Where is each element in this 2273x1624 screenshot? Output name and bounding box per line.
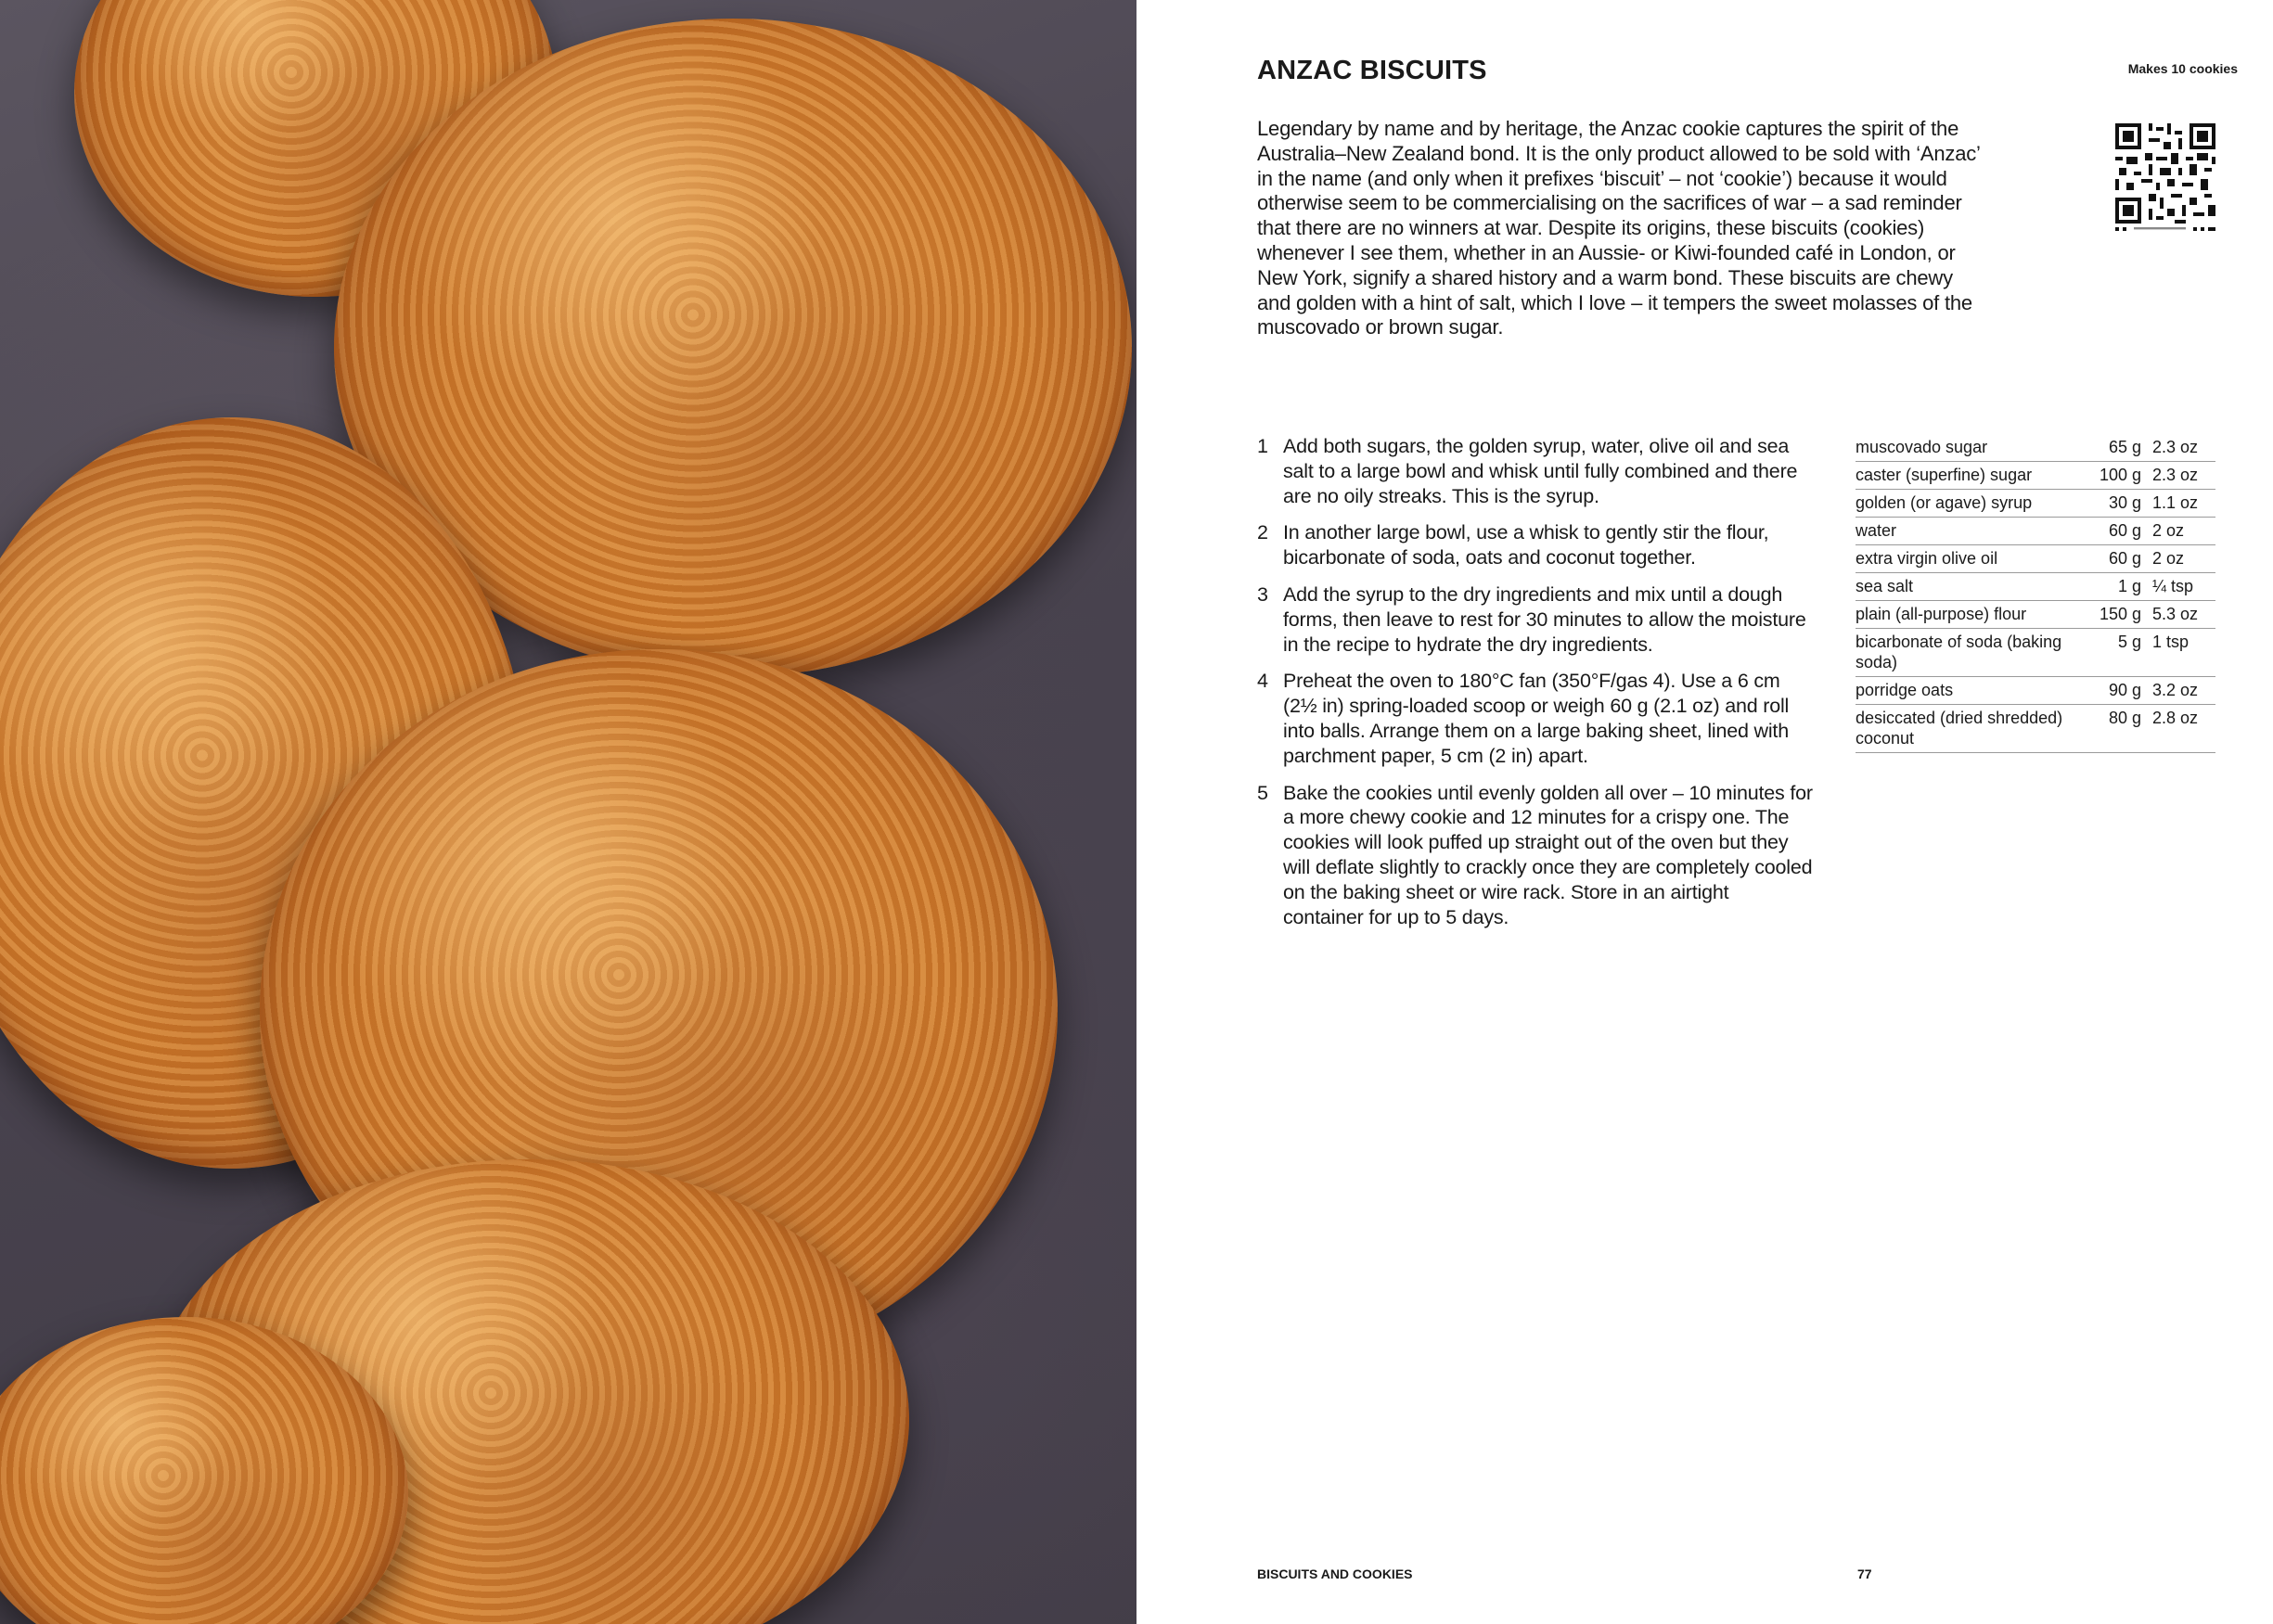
step-number: 4 xyxy=(1257,670,1268,693)
ingredient-name: muscovado sugar xyxy=(1856,434,2091,462)
ingredient-metric: 150 g xyxy=(2091,601,2152,629)
step-number: 1 xyxy=(1257,435,1268,457)
table-row xyxy=(1856,705,2215,753)
table-row xyxy=(1856,601,2215,629)
table-row xyxy=(1856,573,2215,601)
recipe-page xyxy=(1136,0,2273,1624)
step-text: Bake the cookies until evenly golden all over – 10 minutes for a more chewy cookie and 12 minutes for a crispy one. The cookies will look puffed up straight out of the oven but they will deflate slightly to crackly once they are completely cooled on the baking sheet or wire rack. Store in an airtight container for up to 5 days. xyxy=(1283,781,1813,928)
method-step xyxy=(1257,582,1814,657)
step-text: Add both sugars, the golden syrup, water, olive oil and sea salt to a large bowl and whisk until fully combined and there are no oily streaks. This is the syrup. xyxy=(1283,435,1798,507)
footer-section-title: BISCUITS AND COOKIES xyxy=(1257,1566,1413,1581)
step-text: Preheat the oven to 180°C fan (350°F/gas 4). Use a 6 cm (2½ in) spring-loaded scoop or weigh 60 g (2.1 oz) and roll into balls. Arrange them on a large baking sheet, lined with parchment paper, 5 cm (2 in) apart. xyxy=(1283,670,1790,767)
page-number: 77 xyxy=(1857,1566,1872,1581)
ingredient-name: porridge oats xyxy=(1856,677,2091,705)
cookie-photo xyxy=(0,0,1136,1624)
ingredient-name: golden (or agave) syrup xyxy=(1856,490,2091,518)
table-row xyxy=(1856,434,2215,462)
ingredient-name: plain (all-purpose) flour xyxy=(1856,601,2091,629)
step-text: In another large bowl, use a whisk to gently stir the flour, bicarbonate of soda, oats and coconut together. xyxy=(1283,521,1769,569)
ingredient-metric: 90 g xyxy=(2091,677,2152,705)
ingredient-metric: 5 g xyxy=(2091,629,2152,677)
ingredient-imperial: 3.2 oz xyxy=(2152,677,2215,705)
ingredient-imperial: 2.3 oz xyxy=(2152,434,2215,462)
method-step xyxy=(1257,781,1814,930)
step-number: 5 xyxy=(1257,781,1268,804)
step-number: 3 xyxy=(1257,582,1268,606)
ingredient-imperial: 5.3 oz xyxy=(2152,601,2215,629)
ingredients-table xyxy=(1856,434,2215,753)
ingredient-name: desiccated (dried shredded) coconut xyxy=(1856,705,2091,753)
ingredient-imperial: 1.1 oz xyxy=(2152,490,2215,518)
table-row xyxy=(1856,462,2215,490)
ingredient-imperial: 2 oz xyxy=(2152,518,2215,545)
ingredient-name: water xyxy=(1856,518,2091,545)
ingredient-name: bicarbonate of soda (baking soda) xyxy=(1856,629,2091,677)
recipe-yield: Makes 10 cookies xyxy=(2127,61,2238,76)
ingredient-imperial: 2.3 oz xyxy=(2152,462,2215,490)
table-row xyxy=(1856,490,2215,518)
method-step xyxy=(1257,434,1814,508)
ingredient-name: sea salt xyxy=(1856,573,2091,601)
ingredient-metric: 60 g xyxy=(2091,545,2152,573)
method-steps xyxy=(1257,434,1814,941)
step-text: Add the syrup to the dry ingredients and mix until a dough forms, then leave to rest for 30 minutes to allow the moisture in the recipe to hydrate the dry ingredients. xyxy=(1283,582,1806,656)
table-row xyxy=(1856,677,2215,705)
table-row xyxy=(1856,518,2215,545)
qr-code-icon[interactable] xyxy=(2115,122,2215,232)
recipe-intro: Legendary by name and by heritage, the Anzac cookie captures the spirit of the Australia–New Zealand bond. It is the only product allowed to be sold with ‘Anzac’ in the name (and only when it prefixes ‘biscuit’ – not ‘cookie’) because it would otherwise seem to be commercialising on the sacrifices of war – a sad reminder that there are no winners at war. Despite its origins, these biscuits (cookies) whenever I see them, whether in an Aussie- or Kiwi-founded café in London, or New York, signify a shared history and a warm bond. These biscuits are chewy and golden with a hint of salt, which I love – it tempers the sweet molasses of the muscovado or brown sugar. xyxy=(1257,117,1980,339)
ingredient-imperial: 2.8 oz xyxy=(2152,705,2215,753)
ingredient-name: caster (superfine) sugar xyxy=(1856,462,2091,490)
ingredient-metric: 65 g xyxy=(2091,434,2152,462)
table-row xyxy=(1856,629,2215,677)
ingredient-metric: 80 g xyxy=(2091,705,2152,753)
recipe-title: ANZAC BISCUITS xyxy=(1257,56,1487,85)
ingredient-metric: 30 g xyxy=(2091,490,2152,518)
ingredient-imperial: ¼ tsp xyxy=(2152,573,2215,601)
ingredient-name: extra virgin olive oil xyxy=(1856,545,2091,573)
ingredient-metric: 100 g xyxy=(2091,462,2152,490)
table-row xyxy=(1856,545,2215,573)
method-step xyxy=(1257,520,1814,570)
method-step xyxy=(1257,669,1814,768)
ingredient-metric: 1 g xyxy=(2091,573,2152,601)
step-number: 2 xyxy=(1257,521,1268,544)
ingredient-imperial: 2 oz xyxy=(2152,545,2215,573)
ingredient-imperial: 1 tsp xyxy=(2152,629,2215,677)
ingredient-metric: 60 g xyxy=(2091,518,2152,545)
